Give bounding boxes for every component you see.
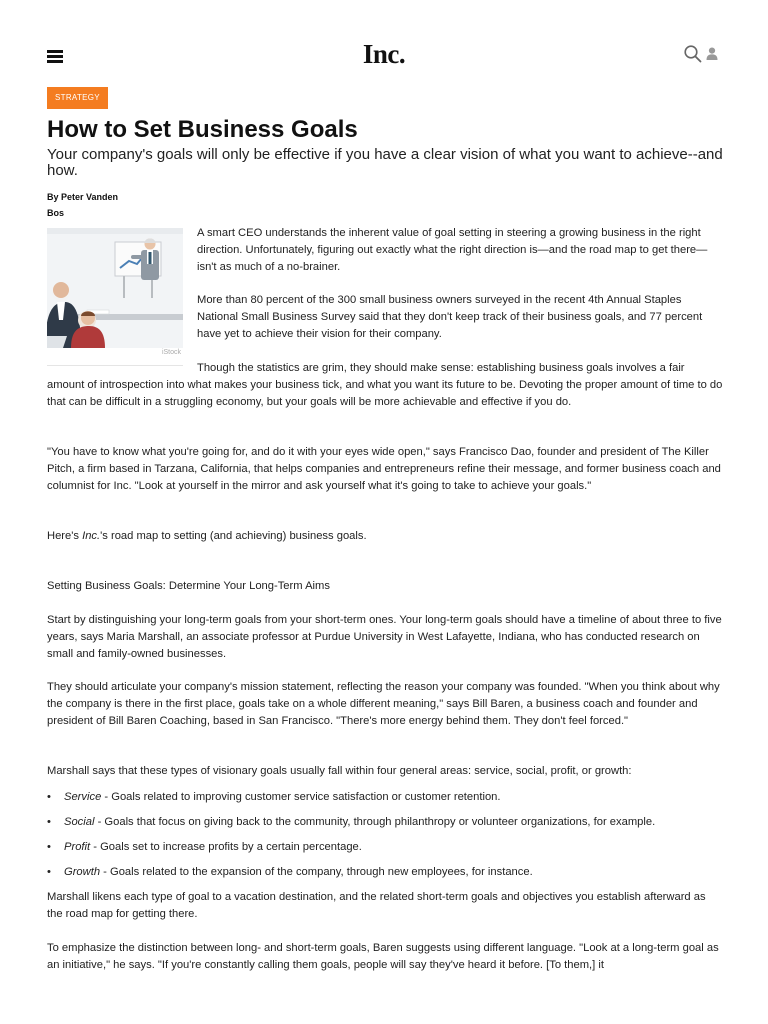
article-paragraph-7: They should articulate your company's mission statement, reflecting the reason your company was founded. "When you think about why the company is there in the first place, goals take on a whole different meaning," says Bill Baren, a business coach and founder and president of Bill Baren Coaching, based in San Francisco. "There's more energy behind them. They don't feel forced.": [47, 681, 720, 727]
article-paragraph-1: A smart CEO understands the inherent value of goal setting in steering a growing business in the right direction. Unfortunately, figuring out exactly what the right direction is—and the road map to get there—isn't as much of a no-brainer.: [197, 227, 708, 273]
article-image: [47, 228, 183, 366]
goal-type-description: - Goals related to the expansion of the company, through new employees, for instance.: [100, 866, 533, 878]
author-link[interactable]: Peter Vanden Bos: [47, 192, 119, 218]
bullet-marker: •: [47, 866, 51, 878]
article-paragraph-10: To emphasize the distinction between long- and short-term goals, Baren suggests using different language. "Look at a long-term goal as an initiative," he says. "If you're constantly calling them goals, people will say they've heard it before. [To them,] it: [47, 942, 719, 971]
goal-type-term: Profit: [64, 841, 91, 853]
category-badge[interactable]: STRATEGY: [47, 87, 108, 109]
meeting-photo: [47, 228, 183, 348]
article-title: How to Set Business Goals: [47, 116, 358, 143]
goal-type-description: - Goals that focus on giving back to the community, through philanthropy or volunteer organizations, for example.: [94, 816, 656, 828]
article-paragraph-4: "You have to know what you're going for, and do it with your eyes wide open," says Francisco Dao, founder and president of The Killer Pitch, a firm based in Tarzana, California, that helps companies and entrepreneurs refine their message, and former business coach and columnist for Inc. "Look at yourself in the mirror and ask yourself what it's going to take to achieve your goals.": [47, 446, 721, 492]
section-heading: Setting Business Goals: Determine Your Long-Term Aims: [47, 580, 330, 592]
article-paragraph-9: Marshall likens each type of goal to a vacation destination, and the related short-term goals and objectives you establish afterward as the road map for getting there.: [47, 891, 706, 920]
goal-type-term: Service: [64, 791, 102, 803]
goal-type-term: Social: [64, 816, 95, 828]
byline-prefix: By: [47, 192, 62, 202]
article-paragraph-8: Marshall says that these types of visionary goals usually fall within four general areas: service, social, profit, or growth:: [47, 765, 632, 777]
article-paragraph-2: More than 80 percent of the 300 small business owners surveyed in the recent 4th Annual Staples National Small Business Survey said that they don't keep track of their business goals, and 77 percent have yet to achieve their vision for their company.: [197, 294, 703, 340]
article-paragraph-6: Start by distinguishing your long-term goals from your short-term ones. Your long-term goals should have a timeline of about three to five years, says Maria Marshall, an associate professor at Purdue University in West Lafayette, Indiana, who has conducted research on small and family-owned businesses.: [47, 614, 722, 660]
bullet-marker: •: [47, 791, 51, 803]
article-paragraph-3: Though the statistics are grim, they should make sense: establishing business goals involves a fair amount of introspection into what makes your business tick, and what you want its future to be. Devoting the proper amount of time to do that can be difficult in a struggling economy, but your goals will be more achievable and effective if you do.: [47, 362, 723, 408]
goal-type-term: Growth: [64, 866, 101, 878]
site-logo[interactable]: Inc.: [362, 39, 406, 69]
bullet-marker: •: [47, 816, 51, 828]
image-credit: iStock: [161, 349, 181, 356]
site-header: [0, 0, 768, 80]
bullet-marker: •: [47, 841, 51, 853]
article-paragraph-5: [47, 528, 723, 545]
article-subtitle: Your company's goals will only be effective if you have a clear vision of what you want to achieve--and how.: [47, 146, 723, 179]
paragraph-5-prefix: Here's: [47, 530, 83, 542]
goal-type-description: - Goals set to increase profits by a certain percentage.: [90, 841, 362, 853]
goal-type-description: - Goals related to improving customer service satisfaction or customer retention.: [101, 791, 501, 803]
search-icon[interactable]: [684, 45, 702, 63]
byline: [47, 190, 137, 221]
inc-brand-mention: Inc.: [82, 530, 101, 542]
user-icon[interactable]: [706, 47, 718, 60]
paragraph-5-suffix: 's road map to setting (and achieving) business goals.: [100, 530, 367, 542]
